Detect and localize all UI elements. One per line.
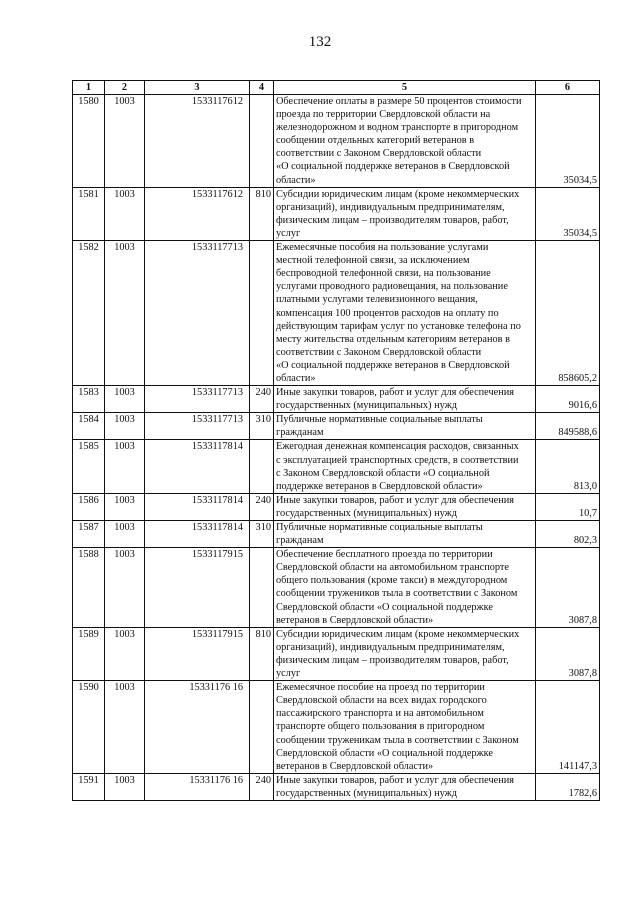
description-line: соответствии с Законом Свердловской области bbox=[276, 346, 482, 358]
description bbox=[274, 187, 536, 240]
description-line: месту жительства отдельным категориям ветеранов в bbox=[276, 333, 510, 345]
description-line: услуг bbox=[276, 227, 301, 239]
table-row bbox=[73, 413, 600, 440]
expense-type-code bbox=[250, 241, 274, 386]
description-line: Публичные нормативные социальные выплаты bbox=[276, 522, 483, 533]
section-code: 1003 bbox=[105, 413, 145, 440]
row-number: 1581 bbox=[73, 187, 105, 240]
description-line: области» bbox=[276, 174, 316, 186]
row-number: 1584 bbox=[73, 413, 105, 440]
target-code: 1533117814 bbox=[145, 521, 250, 548]
column-header: 3 bbox=[145, 81, 250, 95]
description-line: беспроводной телефонной связи, на пользование bbox=[276, 268, 491, 280]
description-line: проезда по территории Свердловской области на bbox=[276, 109, 491, 121]
description-line: местной телефонной связи, за исключением bbox=[276, 255, 470, 267]
description-line: Свердловской области «О социальной поддержке bbox=[276, 601, 493, 613]
description-line: организаций), индивидуальным предпринимателям, bbox=[276, 641, 505, 653]
amount: 813,0 bbox=[536, 440, 600, 493]
description-line: государственных (муниципальных) нужд bbox=[276, 787, 457, 799]
description-line: ветеранов в Свердловской области» bbox=[276, 614, 434, 626]
description-line: поддержке ветеранов в Свердловской области» bbox=[276, 480, 483, 492]
amount: 35034,5 bbox=[536, 187, 600, 240]
description-line: услугами проводного радиовещания, на пользование bbox=[276, 281, 508, 293]
description-line: сообщении тружеников тыла в соответствии с Законом bbox=[276, 588, 518, 600]
description-line: компенсация 100 процентов расходов на оплату по bbox=[276, 307, 499, 319]
section-code: 1003 bbox=[105, 493, 145, 520]
table-row bbox=[73, 386, 600, 413]
row-number: 1585 bbox=[73, 440, 105, 493]
description bbox=[274, 386, 536, 413]
target-code: 1533117814 bbox=[145, 493, 250, 520]
description-line: гражданам bbox=[276, 427, 324, 439]
row-number: 1590 bbox=[73, 681, 105, 774]
section-code: 1003 bbox=[105, 521, 145, 548]
section-code: 1003 bbox=[105, 187, 145, 240]
row-number: 1589 bbox=[73, 627, 105, 680]
target-code: 1533117814 bbox=[145, 440, 250, 493]
expense-type-code: 240 bbox=[250, 773, 274, 800]
section-code: 1003 bbox=[105, 548, 145, 628]
description-line: «О социальной поддержке ветеранов в Свердловской bbox=[276, 359, 510, 371]
expense-type-code: 240 bbox=[250, 386, 274, 413]
description bbox=[274, 627, 536, 680]
description-line: Обеспечение бесплатного проезда по территории bbox=[276, 549, 493, 561]
column-header: 5 bbox=[274, 81, 536, 95]
row-number: 1586 bbox=[73, 493, 105, 520]
table-row bbox=[73, 440, 600, 493]
expense-type-code bbox=[250, 548, 274, 628]
expense-type-code bbox=[250, 681, 274, 774]
description-line: гражданам bbox=[276, 535, 324, 547]
description-line: Иные закупки товаров, работ и услуг для обеспечения bbox=[276, 387, 514, 399]
description-line: действующим тарифам услуг по установке телефона по bbox=[276, 320, 521, 332]
column-header: 2 bbox=[105, 81, 145, 95]
description-line: Ежемесячные пособия на пользование услугами bbox=[276, 242, 489, 254]
description-line: соответствии с Законом Свердловской области bbox=[276, 148, 482, 160]
section-code: 1003 bbox=[105, 440, 145, 493]
description-line: с эксплуатацией транспортных средств, в соответствии bbox=[276, 454, 519, 466]
description-line: услуг bbox=[276, 668, 301, 680]
description-line: Свердловской области «О социальной поддержке bbox=[276, 747, 493, 759]
description-line: физическим лицам – производителям товаров, работ, bbox=[276, 654, 509, 666]
amount: 1782,6 bbox=[536, 773, 600, 800]
description-line: платными услугами телевизионного вещания, bbox=[276, 294, 478, 306]
header-row bbox=[73, 81, 600, 95]
table-row bbox=[73, 521, 600, 548]
table-header bbox=[73, 81, 600, 95]
description-line: Субсидии юридическим лицам (кроме некоммерческих bbox=[276, 628, 520, 640]
section-code: 1003 bbox=[105, 386, 145, 413]
row-number: 1591 bbox=[73, 773, 105, 800]
target-code: 1533117915 bbox=[145, 548, 250, 628]
section-code: 1003 bbox=[105, 773, 145, 800]
description bbox=[274, 521, 536, 548]
description-line: общего пользования (кроме такси) в междугородном bbox=[276, 575, 508, 587]
description bbox=[274, 773, 536, 800]
row-number: 1587 bbox=[73, 521, 105, 548]
description-line: физическим лицам – производителям товаров, работ, bbox=[276, 214, 509, 226]
description bbox=[274, 548, 536, 628]
expense-type-code: 240 bbox=[250, 493, 274, 520]
amount: 858605,2 bbox=[536, 241, 600, 386]
table-row bbox=[73, 548, 600, 628]
description-line: транспорте общего пользования в пригородном bbox=[276, 721, 485, 733]
expense-type-code: 810 bbox=[250, 627, 274, 680]
target-code: 1533117612 bbox=[145, 187, 250, 240]
amount: 9016,6 bbox=[536, 386, 600, 413]
description-line: Иные закупки товаров, работ и услуг для обеспечения bbox=[276, 494, 514, 506]
description-line: железнодорожном и водном транспорте в пригородном bbox=[276, 122, 519, 134]
description bbox=[274, 95, 536, 188]
expense-type-code: 310 bbox=[250, 521, 274, 548]
page-number: 132 bbox=[308, 34, 332, 50]
description bbox=[274, 241, 536, 386]
description-line: пассажирского транспорта и на автомобильном bbox=[276, 708, 484, 720]
expense-type-code bbox=[250, 95, 274, 188]
column-header: 4 bbox=[250, 81, 274, 95]
table-row bbox=[73, 493, 600, 520]
target-code: 1533117915 bbox=[145, 627, 250, 680]
description-line: Ежегодная денежная компенсация расходов, связанных bbox=[276, 441, 519, 453]
description bbox=[274, 493, 536, 520]
row-number: 1583 bbox=[73, 386, 105, 413]
table-row bbox=[73, 627, 600, 680]
amount: 802,3 bbox=[536, 521, 600, 548]
description-line: Свердловской области на автомобильном транспорте bbox=[276, 562, 509, 574]
description-line: Ежемесячное пособие на проезд по территории bbox=[276, 682, 485, 694]
target-code: 1533117713 bbox=[145, 413, 250, 440]
amount: 141147,3 bbox=[536, 681, 600, 774]
description-line: Свердловской области на всех видах городского bbox=[276, 695, 487, 707]
expense-type-code bbox=[250, 440, 274, 493]
description-line: Иные закупки товаров, работ и услуг для обеспечения bbox=[276, 774, 514, 786]
table-row bbox=[73, 241, 600, 386]
row-number: 1582 bbox=[73, 241, 105, 386]
description-line: организаций), индивидуальным предпринимателям, bbox=[276, 201, 505, 213]
description-line: государственных (муниципальных) нужд bbox=[276, 400, 457, 412]
target-code: 15331176 16 bbox=[145, 773, 250, 800]
target-code: 1533117713 bbox=[145, 241, 250, 386]
section-code: 1003 bbox=[105, 95, 145, 188]
description bbox=[274, 440, 536, 493]
amount: 10,7 bbox=[536, 493, 600, 520]
amount: 35034,5 bbox=[536, 95, 600, 188]
section-code: 1003 bbox=[105, 681, 145, 774]
target-code: 1533117713 bbox=[145, 386, 250, 413]
amount: 849588,6 bbox=[536, 413, 600, 440]
description-line: с Законом Свердловской области «О социальной bbox=[276, 467, 490, 479]
description-line: Публичные нормативные социальные выплаты bbox=[276, 414, 483, 426]
amount: 3087,8 bbox=[536, 548, 600, 628]
table-row bbox=[73, 681, 600, 774]
description bbox=[274, 413, 536, 440]
target-code: 1533117612 bbox=[145, 95, 250, 188]
description-line: государственных (муниципальных) нужд bbox=[276, 507, 457, 519]
description-line: Обеспечение оплаты в размере 50 процентов стоимости bbox=[276, 96, 522, 107]
description-line: области» bbox=[276, 372, 316, 384]
amount: 3087,8 bbox=[536, 627, 600, 680]
section-code: 1003 bbox=[105, 627, 145, 680]
description-line: сообщении труженикам тыла в соответствии с Законом bbox=[276, 734, 519, 746]
description-line: ветеранов в Свердловской области» bbox=[276, 760, 434, 772]
column-header: 1 bbox=[73, 81, 105, 95]
column-header: 6 bbox=[536, 81, 600, 95]
budget-table bbox=[72, 80, 600, 801]
description-line: «О социальной поддержке ветеранов в Свердловской bbox=[276, 161, 510, 173]
expense-type-code: 810 bbox=[250, 187, 274, 240]
description-line: Субсидии юридическим лицам (кроме некоммерческих bbox=[276, 188, 520, 200]
description bbox=[274, 681, 536, 774]
section-code: 1003 bbox=[105, 241, 145, 386]
row-number: 1580 bbox=[73, 95, 105, 188]
expense-type-code: 310 bbox=[250, 413, 274, 440]
row-number: 1588 bbox=[73, 548, 105, 628]
table-row bbox=[73, 773, 600, 800]
target-code: 15331176 16 bbox=[145, 681, 250, 774]
table-body bbox=[73, 95, 600, 801]
description-line: сообщении отдельных категорий ветеранов в bbox=[276, 135, 475, 147]
table-row bbox=[73, 187, 600, 240]
table-row bbox=[73, 95, 600, 188]
